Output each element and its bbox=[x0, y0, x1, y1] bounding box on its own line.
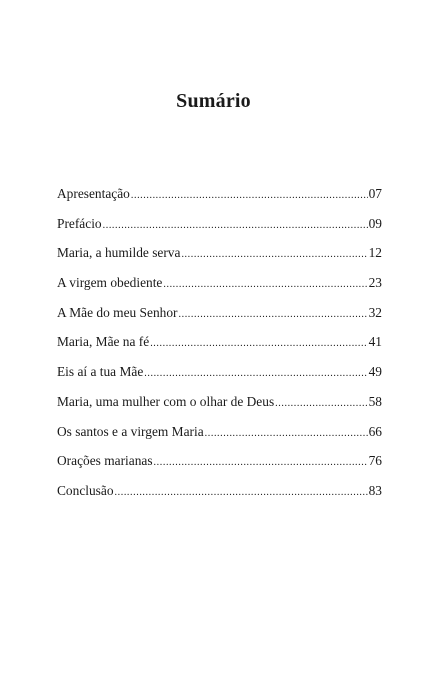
toc-entry-page: 32 bbox=[368, 304, 382, 320]
dot-leader bbox=[103, 216, 368, 236]
toc-entry-label: Os santos e a virgem Maria bbox=[57, 423, 204, 439]
dot-leader bbox=[163, 275, 367, 295]
toc-entry-page: 83 bbox=[368, 482, 382, 498]
toc-entry-oracoes-marianas bbox=[57, 451, 382, 481]
toc-entry-label: Maria, Mãe na fé bbox=[57, 334, 150, 350]
toc-entry-page: 07 bbox=[368, 186, 382, 201]
toc-entry-label: Maria, uma mulher com o olhar de Deus bbox=[57, 393, 275, 409]
dot-leader bbox=[131, 186, 368, 206]
toc-entry-label: Conclusão bbox=[57, 482, 114, 498]
toc-entry-page: 41 bbox=[368, 334, 382, 350]
dot-leader bbox=[275, 394, 367, 414]
dot-leader bbox=[205, 424, 368, 444]
page-title: Sumário bbox=[176, 90, 251, 112]
toc-entry-olhar-de-deus bbox=[57, 392, 382, 422]
dot-leader bbox=[154, 453, 368, 473]
toc-entry-humilde-serva bbox=[57, 243, 382, 273]
toc-entry-label: A virgem obediente bbox=[57, 275, 163, 291]
toc-entry-conclusao bbox=[57, 481, 382, 511]
toc-entry-apresentacao bbox=[57, 184, 382, 214]
toc-entry-page: 58 bbox=[368, 393, 382, 409]
table-of-contents bbox=[57, 184, 382, 511]
toc-entry-mae-na-fe bbox=[57, 332, 382, 362]
dot-leader bbox=[115, 483, 368, 503]
dot-leader bbox=[144, 364, 367, 384]
toc-entry-page: 49 bbox=[368, 364, 382, 380]
toc-entry-os-santos bbox=[57, 422, 382, 452]
toc-entry-label: Prefácio bbox=[57, 215, 102, 231]
toc-entry-page: 09 bbox=[368, 215, 382, 231]
toc-entry-label: Apresentação bbox=[57, 186, 130, 201]
toc-entry-label: Maria, a humilde serva bbox=[57, 245, 181, 261]
toc-entry-eis-ai-a-tua-mae bbox=[57, 362, 382, 392]
toc-entry-virgem-obediente bbox=[57, 273, 382, 303]
toc-entry-label: Eis aí a tua Mãe bbox=[57, 364, 144, 380]
toc-entry-page: 23 bbox=[368, 275, 382, 291]
dot-leader bbox=[150, 334, 367, 354]
toc-entry-page: 12 bbox=[368, 245, 382, 261]
dot-leader bbox=[179, 305, 368, 325]
toc-entry-page: 66 bbox=[368, 423, 382, 439]
toc-entry-page: 76 bbox=[368, 453, 382, 469]
toc-entry-label: Orações marianas bbox=[57, 453, 153, 469]
dot-leader bbox=[181, 245, 367, 265]
toc-entry-prefacio bbox=[57, 214, 382, 244]
toc-entry-label: A Mãe do meu Senhor bbox=[57, 304, 178, 320]
toc-entry-mae-do-meu-senhor bbox=[57, 303, 382, 333]
